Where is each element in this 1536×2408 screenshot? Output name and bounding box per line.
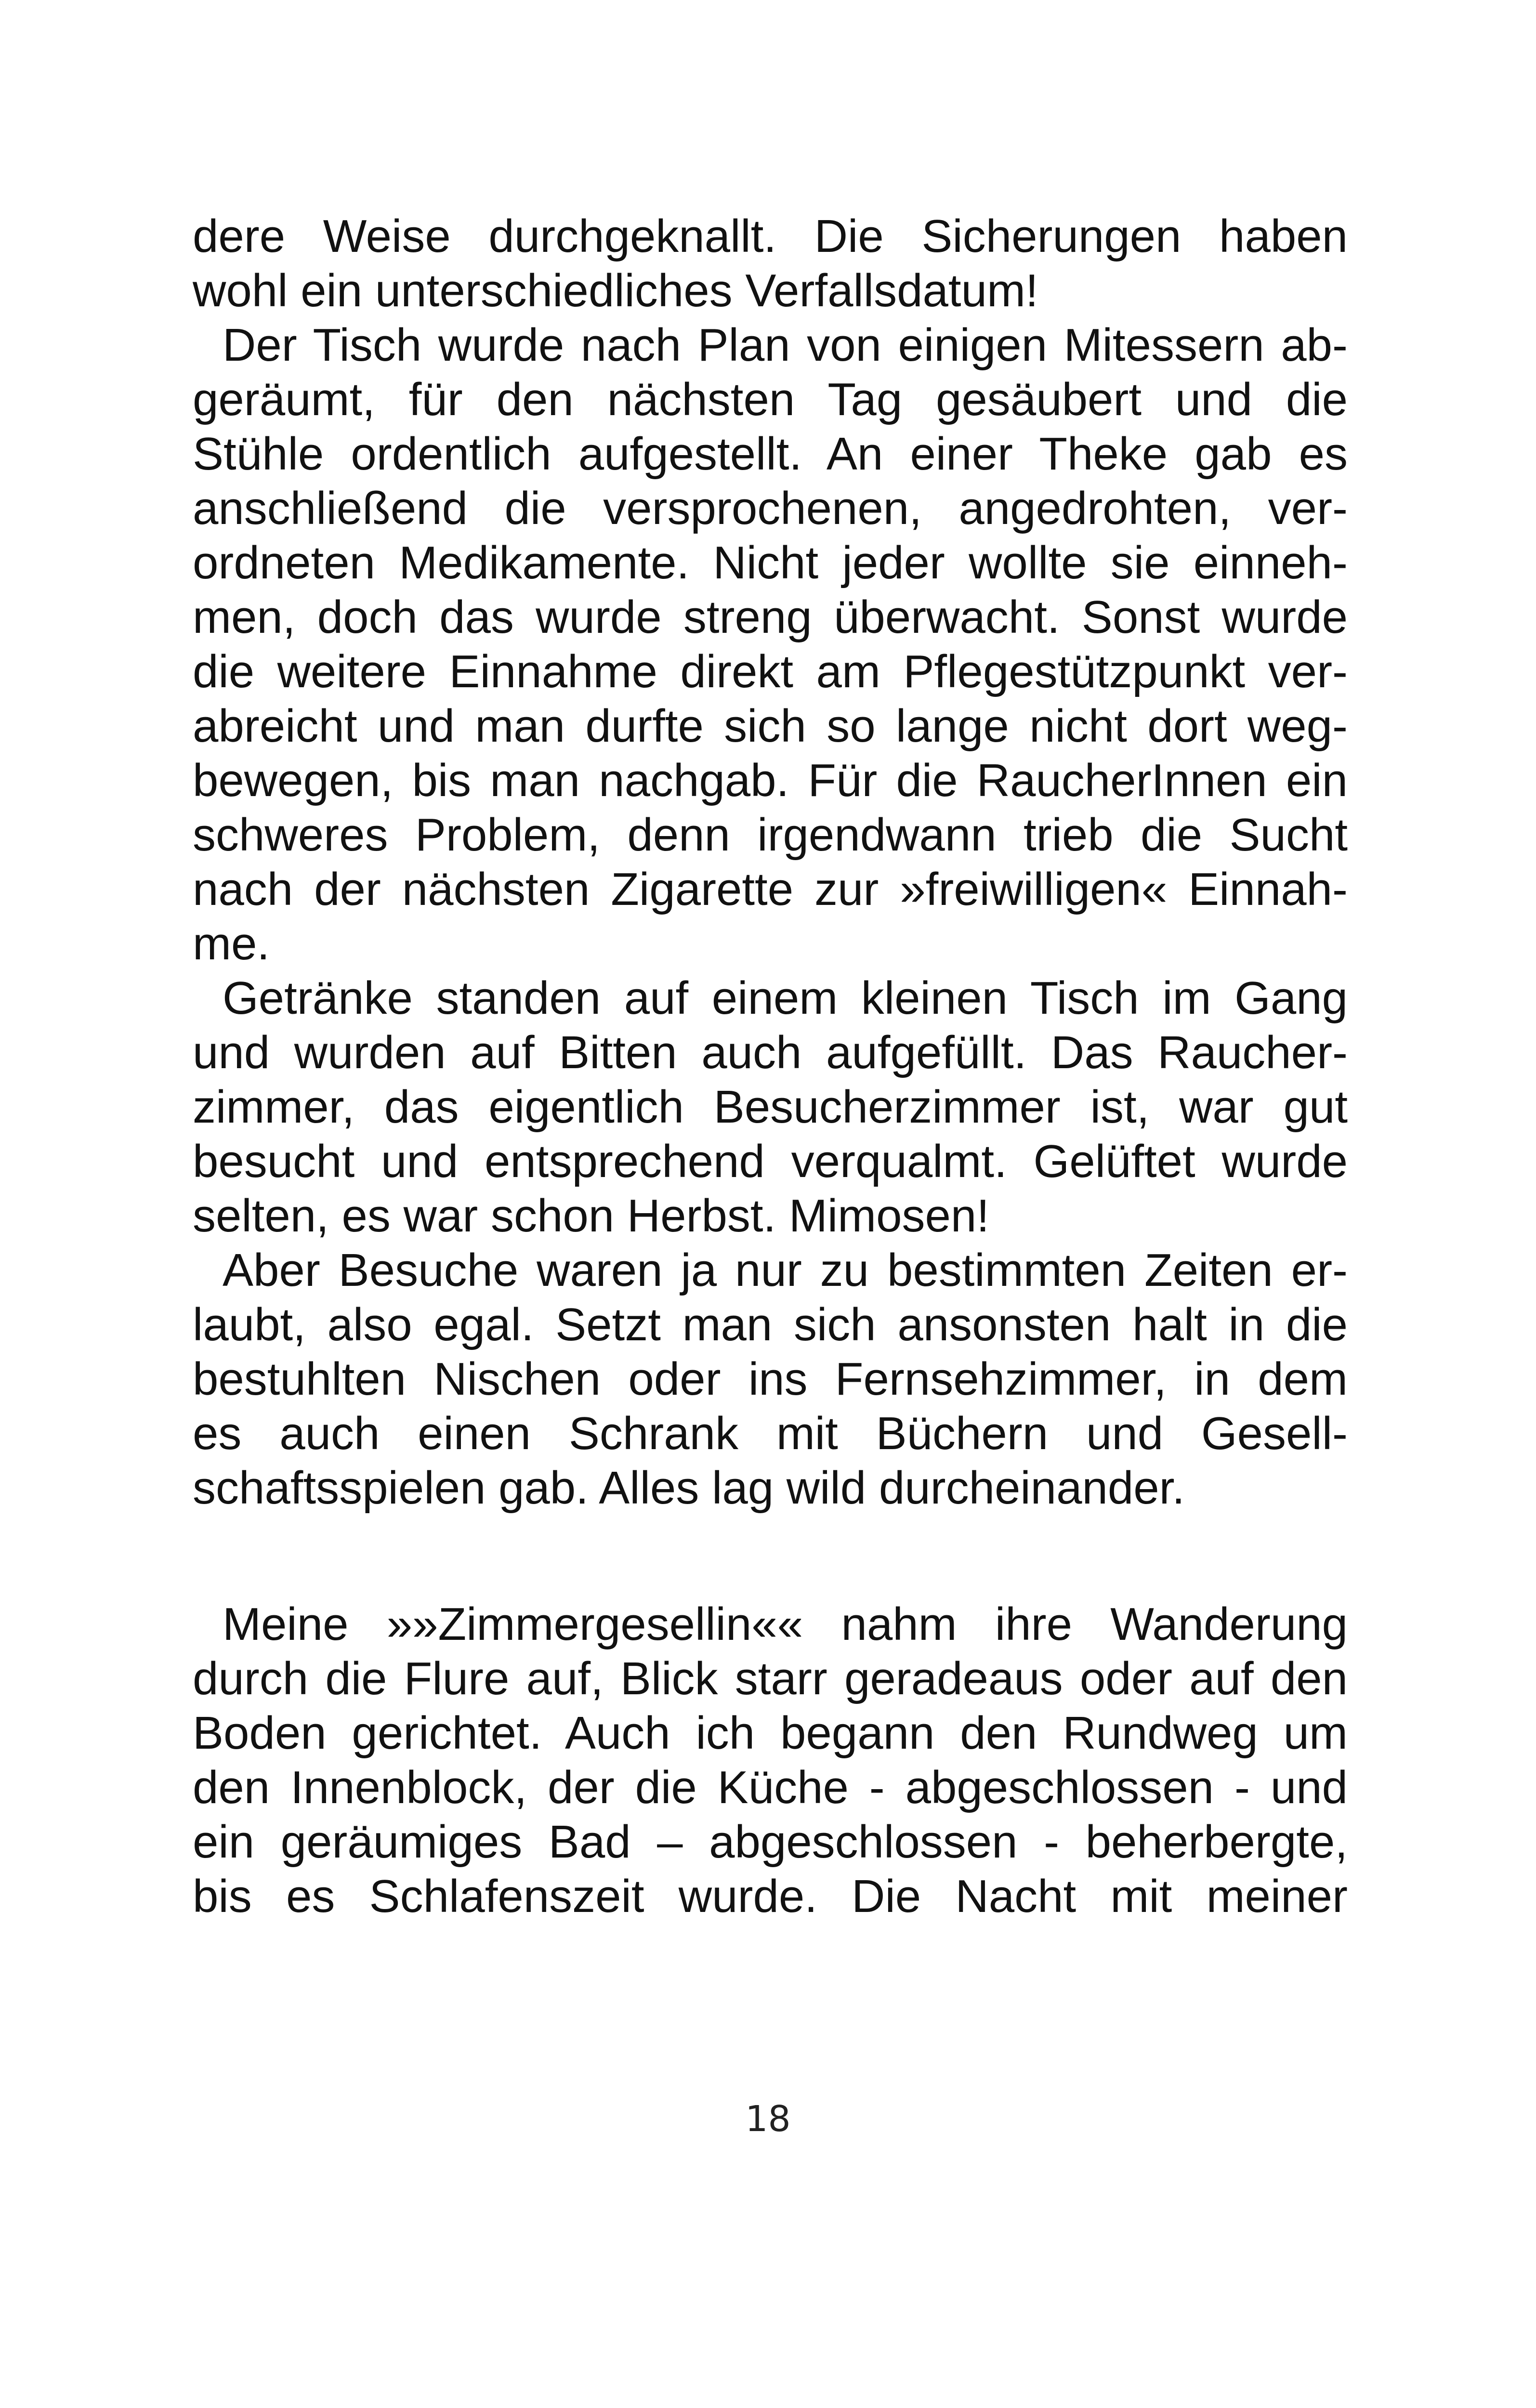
text-line: abreicht und man durfte sich so lange nicht dort weg- (193, 700, 1348, 752)
text-line: me. (193, 918, 270, 969)
text-line: Der Tisch wurde nach Plan von einigen Mitessern ab- (223, 319, 1348, 371)
text-line: bis es Schlafenszeit wurde. Die Nacht mit meiner (193, 1871, 1348, 1922)
text-line: bewegen, bis man nachgab. Für die RaucherInnen ein (193, 755, 1348, 806)
page-number: 18 (745, 2098, 791, 2140)
text-line: besucht und entsprechend verqualmt. Gelüftet wurde (193, 1136, 1348, 1187)
text-line: durch die Flure auf, Blick starr geradeaus oder auf den (193, 1653, 1348, 1704)
body-text-block-2 (193, 1597, 1348, 1924)
text-line: schweres Problem, denn irgendwann trieb die Sucht (193, 809, 1348, 861)
text-line: selten, es war schon Herbst. Mimosen! (193, 1190, 989, 1242)
body-text-block-1 (193, 209, 1348, 1515)
text-line: laubt, also egal. Setzt man sich ansonsten halt in die (193, 1299, 1348, 1350)
text-line: bestuhlten Nischen oder ins Fernsehzimmer, in dem (193, 1353, 1348, 1405)
text-line: nach der nächsten Zigarette zur »freiwilligen« Einnah- (193, 864, 1348, 915)
text-line: wohl ein unterschiedliches Verfallsdatum! (193, 265, 1038, 316)
text-line: Getränke standen auf einem kleinen Tisch im Gang (223, 972, 1348, 1024)
text-line: Stühle ordentlich aufgestellt. An einer Theke gab es (193, 428, 1348, 480)
text-line: ein geräumiges Bad – abgeschlossen - beherbergte, (193, 1816, 1348, 1868)
text-line: die weitere Einnahme direkt am Pflegestützpunkt ver- (193, 646, 1348, 697)
text-line: schaftsspielen gab. Alles lag wild durcheinander. (193, 1462, 1185, 1514)
text-line: geräumt, für den nächsten Tag gesäubert und die (193, 374, 1348, 425)
text-line: es auch einen Schrank mit Büchern und Gesell- (193, 1408, 1348, 1459)
text-line: Meine »»Zimmergesellin«« nahm ihre Wanderung (223, 1598, 1348, 1650)
text-line: ordneten Medikamente. Nicht jeder wollte sie einneh- (193, 537, 1348, 589)
text-line: und wurden auf Bitten auch aufgefüllt. Das Raucher- (193, 1027, 1348, 1078)
text-line: men, doch das wurde streng überwacht. Sonst wurde (193, 591, 1348, 643)
text-line: dere Weise durchgeknallt. Die Sicherungen haben (193, 210, 1348, 262)
text-line: zimmer, das eigentlich Besucherzimmer ist, war gut (193, 1081, 1348, 1133)
text-line: Boden gerichtet. Auch ich begann den Rundweg um (193, 1707, 1348, 1759)
text-line: anschließend die versprochenen, angedrohten, ver- (193, 483, 1348, 534)
text-line: Aber Besuche waren ja nur zu bestimmten Zeiten er- (223, 1244, 1348, 1296)
text-line: den Innenblock, der die Küche - abgeschlossen - und (193, 1762, 1348, 1813)
